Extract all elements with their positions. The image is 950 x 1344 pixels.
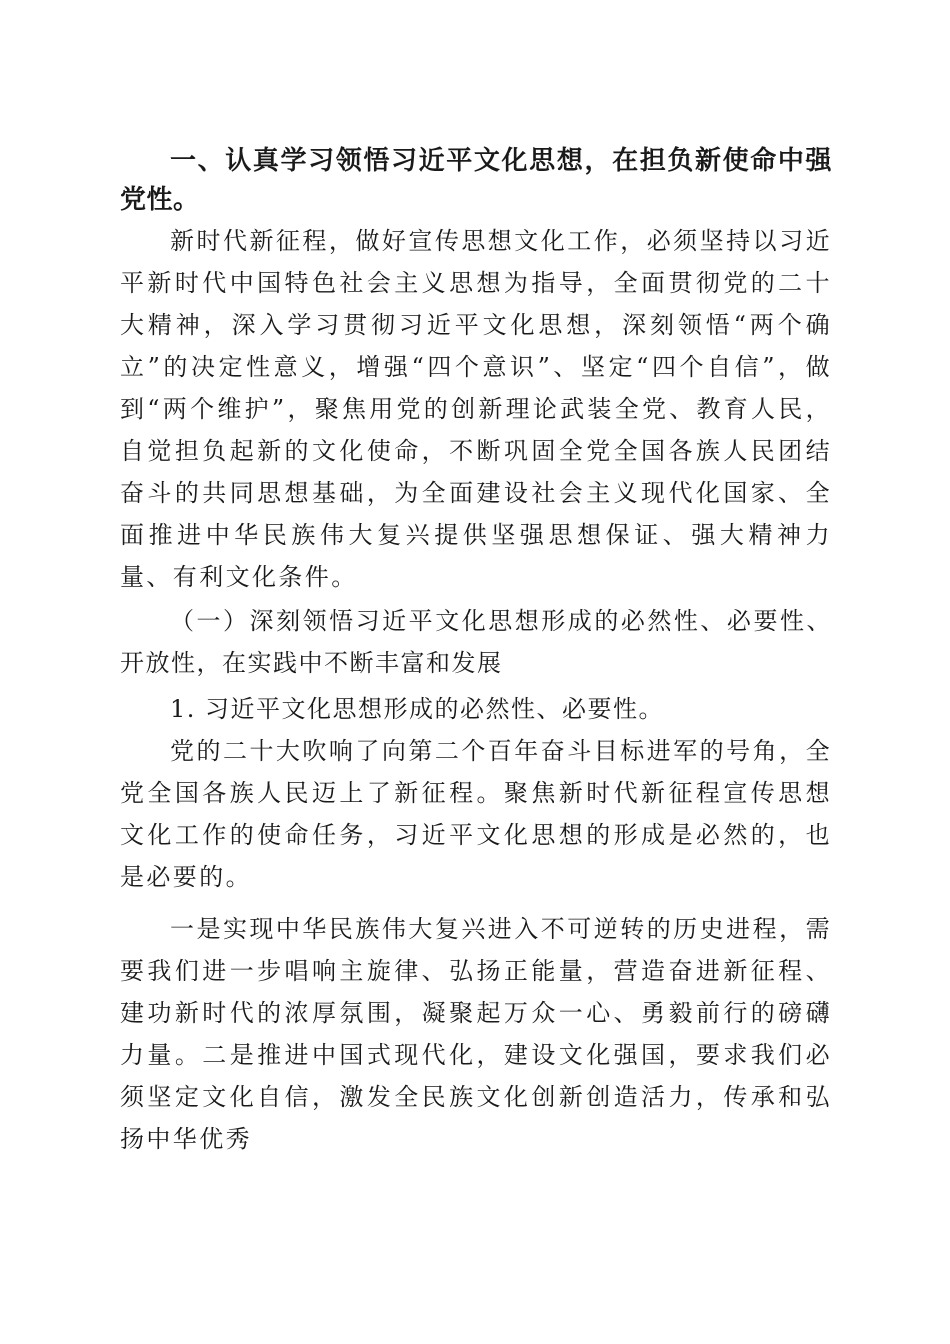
body-paragraph: 一是实现中华民族伟大复兴进入不可逆转的历史进程，需要我们进一步唱响主旋律、弘扬正能量，营造奋进新征程、建功新时代的浓厚氛围，凝聚起万众一心、勇毅前行的磅礴力量。二是推进中国式现代化，建设文化强国，要求我们必须坚定文化自信，激发全民族文化创新创造活力，传承和弘扬中华优秀 [120, 915, 832, 1153]
body-paragraph: 新时代新征程，做好宣传思想文化工作，必须坚持以习近平新时代中国特色社会主义思想为指导，全面贯彻党的二十大精神，深入学习贯彻习近平文化思想，深刻领悟“两个确立”的决定性意义，增强“四个意识”、坚定“四个自信”，做到“两个维护”，聚焦用党的创新理论武装全党、教育人民，自觉担负起新的文化使命，不断巩固全党全国各族人民团结奋斗的共同思想基础，为全面建设社会主义现代化国家、全面推进中华民族伟大复兴提供坚强思想保证、强大精神力量、有利文化条件。 [120, 227, 832, 591]
document-body [120, 142, 832, 1160]
section-heading: 一、认真学习领悟习近平文化思想，在担负新使命中强党性。 [120, 146, 832, 215]
body-paragraph: 党的二十大吹响了向第二个百年奋斗目标进军的号角，全党全国各族人民迈上了新征程。聚焦新时代新征程宣传思想文化工作的使命任务，习近平文化思想的形成是必然的，也是必要的。 [120, 737, 832, 891]
subsection-heading: （一）深刻领悟习近平文化思想形成的必然性、必要性、开放性，在实践中不断丰富和发展 [120, 607, 832, 677]
numbered-item: 1. 习近平文化思想形成的必然性、必要性。 [170, 695, 665, 723]
